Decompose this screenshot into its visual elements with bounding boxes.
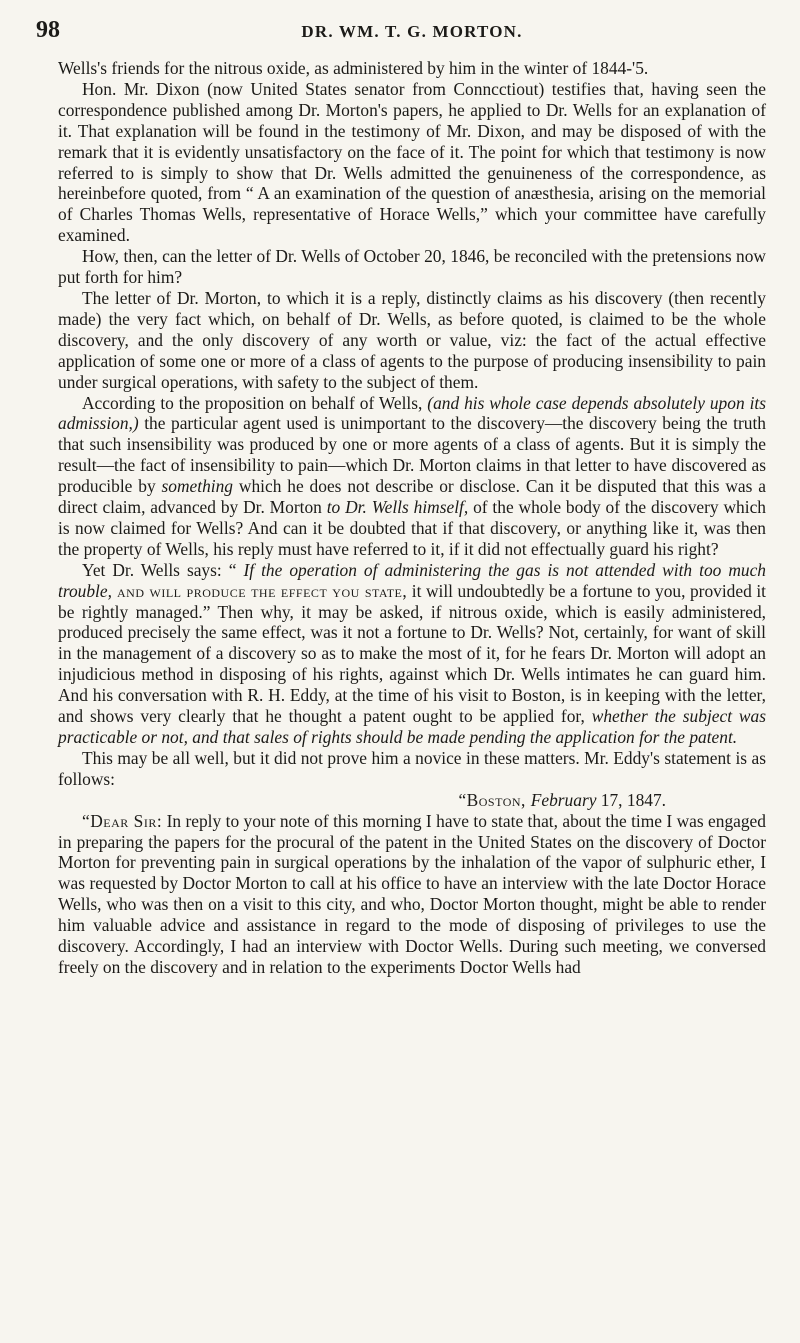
- italic-run: February: [530, 789, 597, 810]
- paragraph-eddy-intro: This may be all well, but it did not prove him a novice in these matters. Mr. Eddy's statement is as follows:: [58, 747, 766, 789]
- italic-run: to Dr. Wells himself,: [326, 497, 469, 518]
- running-head: DR. WM. T. G. MORTON.: [301, 22, 523, 41]
- text-run: In reply to your note of this morning I have to state that, about the time I was engaged in preparing the papers for the procural of the patent in the United States on the discovery of Doctor Morton for preventing pain in surgical operations by the inhalation of the vapor of sulphuric ether, I was requested by Doctor Morton to call at his office to have an interview with the late Doctor Horace Wells, who was then on a visit to this city, and who, Doctor Morton thought, might be able to render him valuable advice and assistance in regard to the mode of disposing of privileges to use the discovery. Accordingly, I had an interview with Doctor Wells. During such meeting, we conversed freely on the discovery and in relation to the experiments Doctor Wells had: [58, 810, 766, 977]
- italic-run: (and his whole case depends absolutely upon its admission,): [58, 392, 766, 434]
- italic-run: something: [161, 476, 234, 497]
- paragraph-continuation: Wells's friends for the nitrous oxide, as administered by him in the winter of 1844-'5.: [58, 58, 649, 78]
- text-run: Yet Dr. Wells says: “: [82, 559, 244, 580]
- paragraph-reconcile-question: How, then, can the letter of Dr. Wells of October 20, 1846, be reconciled with the pretensions now put forth for him?: [58, 246, 766, 288]
- text-run: which he does not describe or disclose. Can it be disputed that this was a direct claim, advanced by Dr. Morton: [58, 476, 766, 518]
- italic-run: whether the subject was practicable or not, and that sales of rights should be made pending the application for the patent.: [58, 706, 766, 747]
- text-run: 17, 1847.: [596, 789, 666, 810]
- text-run: “Boston,: [458, 789, 531, 810]
- text-run: According to the proposition on behalf of Wells,: [82, 392, 428, 413]
- small-caps-run: and will produce the effect you state,: [111, 580, 408, 601]
- letter-salutation: “Dear Sir:: [82, 810, 163, 831]
- page-number: 98: [36, 17, 60, 43]
- paragraph-eddy-letter: [58, 811, 766, 978]
- text-run: of the whole body of the discovery which is now claimed for Wells? And can it be doubted that if that discovery, or anything like it, was then the property of Wells, his reply must have referred to it, if it did not effectually guard his right?: [58, 497, 766, 559]
- paragraph-proposition: [58, 393, 766, 560]
- paragraph-wells-says: [58, 560, 766, 748]
- paragraph-dixon: Hon. Mr. Dixon (now United States senator from Conncctiout) testifies that, having seen the correspondence published among Dr. Morton's papers, he applied to Dr. Wells for an explanation of it. That explanation will be found in the testimony of Mr. Dixon, and may be disposed of with the remark that it is evidently unsatisfactory on the face of it. The point for which that testimony is now referred to is simply to show that Dr. Wells admitted the genuineness of the correspondence, as hereinbefore quoted, from “ A an examination of the question of anæsthesia, arising on the memorial of Charles Thomas Wells, representative of Horace Wells,” which your committee have carefully examined.: [58, 78, 766, 246]
- text-run: it will undoubtedly be a fortune to you, provided it be rightly managed.” Then why, it may be asked, if nitrous oxide, which is easily administered, produced precisely the same effect, was it not a fortune to Dr. Wells? Not, certainly, for want of skill in the management of a discovery so as to make the most of it, for he fears Dr. Morton will adopt an injudicious method in disposing of his rights, against which Dr. Wells intimates he can guard him. And his conversation with R. H. Eddy, at the time of his visit to Boston, is in keeping with the letter, and shows very clearly that he thought a patent ought to be applied for,: [58, 580, 766, 727]
- italic-run: If the operation of administering the gas is not attended with too much trouble,: [58, 559, 766, 601]
- page-header: [36, 17, 766, 50]
- body-text: [58, 58, 766, 978]
- text-run: the particular agent used is unimportant to the discovery—the discovery being the truth that such insensibility was produced by one or more agents of a class of agents. But it is simply the result—the fact of insensibility to pain—which Dr. Morton claims in that letter to have discovered as producible by: [58, 413, 766, 497]
- paragraph-morton-letter: The letter of Dr. Morton, to which it is a reply, distinctly claims as his discovery (then recently made) the very fact which, on behalf of Dr. Wells, as before quoted, is claimed to be the whole discovery, and the only discovery of any worth or value, viz: the fact of the actual effective application of some one or more of a class of agents to the purpose of producing insensibility to pain under surgical operations, with safety to the subject of them.: [58, 287, 766, 392]
- letter-dateline: [58, 790, 766, 811]
